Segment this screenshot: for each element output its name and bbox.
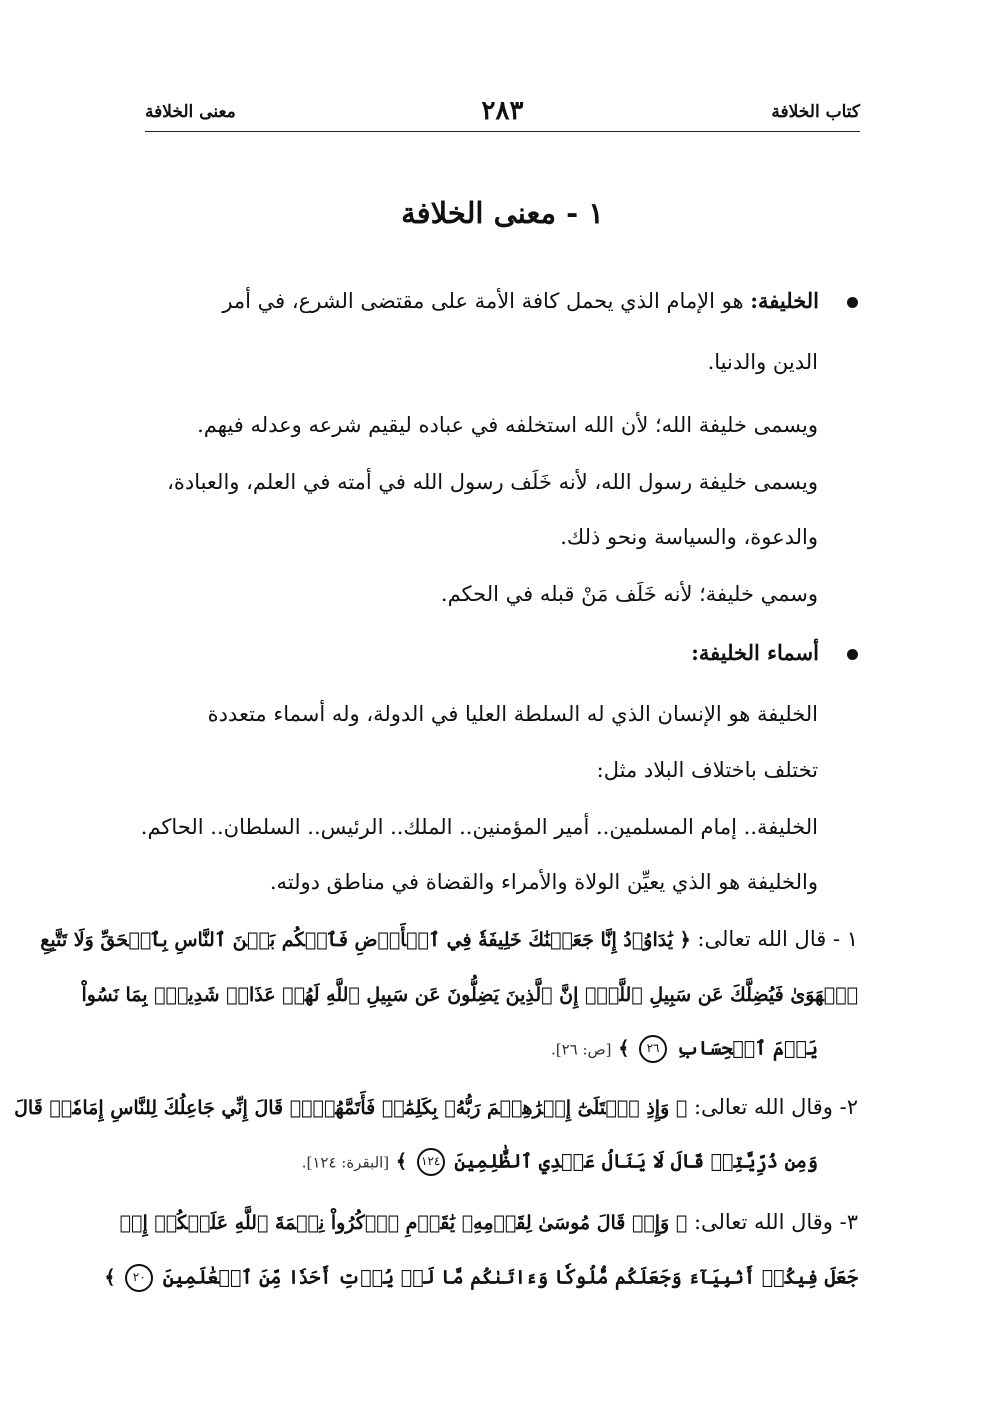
verse-1-text-3: يَوۡمَ ٱلۡحِسَابِ [676, 1037, 818, 1060]
paragraph-1-line-1 [145, 288, 858, 313]
verse-1-text-2: ٱلۡهَوَىٰ فَيُضِلَّكَ عَن سَبِيلِ ٱللَّهِۚ إِنَّ ٱلَّذِينَ يَضِلُّونَ عَن سَبِيلِ ٱللَّهِ لَهُمۡ عَذَابٞ شَدِيدُۢ بِمَا نَسُواْ [81, 984, 858, 1006]
verse-2-line-2 [145, 1148, 818, 1176]
paragraph-3-line-1: ويسمى خليفة رسول الله، لأنه خَلَف رسول الله في أمته في العلم، والعبادة، [167, 470, 818, 494]
verse-3-intro: وقال الله تعالى: [687, 1210, 840, 1234]
verse-3-line-2 [104, 1264, 858, 1292]
section-2-heading [145, 640, 858, 665]
verse-3-number: ٣- [839, 1210, 858, 1234]
paragraph-4: وسمي خليفة؛ لأنه خَلَف مَنْ قبله في الحكم. [440, 582, 818, 606]
header-rule [145, 131, 860, 132]
header-section-title: معنى الخلافة [145, 102, 236, 122]
verse-1-line-3 [145, 1035, 818, 1063]
closing-bracket: ﴾ [104, 1266, 116, 1289]
closing-bracket: ﴾ [395, 1150, 407, 1173]
verse-1-intro: قال الله تعالى: [690, 927, 833, 951]
verse-2-text-1: ﴿ وَإِذِ ٱبۡتَلَىٰٓ إِبۡرَٰهِـۧمَ رَبُّهُۥ بِكَلِمَٰتٖ فَأَتَمَّهُنَّۖ قَالَ إِنِّي جَاعِلُكَ لِلنَّاسِ إِمَامٗاۖ قَالَ [14, 1097, 688, 1119]
paragraph-5-line-2: تختلف باختلاف البلاد مثل: [596, 758, 818, 782]
verse-3-text-1: ﴿ وَإِذۡ قَالَ مُوسَىٰ لِقَوۡمِهِۦ يَٰقَوۡمِ ٱذۡكُرُواْ نِعۡمَةَ ٱللَّهِ عَلَيۡكُمۡ إِذۡ [119, 1212, 688, 1234]
closing-bracket: ﴾ [618, 1037, 630, 1060]
paragraph-2: ويسمى خليفة الله؛ لأن الله استخلفه في عباده ليقيم شرعه وعدله فيهم. [197, 413, 818, 437]
verse-1-number: ١ - [832, 927, 858, 951]
chapter-title: ١ - معنى الخلافة [401, 196, 604, 230]
verse-2-line-1 [14, 1095, 858, 1119]
paragraph-1-line-2: الدين والدنيا. [707, 350, 818, 374]
header-page-number: ٢٨٣ [481, 96, 524, 126]
verse-2-text-2: وَمِن ذُرِّيَّتِيۖ قَالَ لَا يَنَالُ عَهۡدِي ٱلظَّٰلِمِينَ [454, 1150, 818, 1173]
ayah-number-ornament: ١٢٤ [417, 1148, 445, 1176]
section-2-title: أسماء الخليفة: [691, 640, 819, 665]
verse-2-number: ٢- [839, 1095, 858, 1119]
verse-2-intro: وقال الله تعالى: [687, 1095, 840, 1119]
verse-1-line-2 [81, 982, 858, 1006]
verse-1-text-1: ﴿ يَٰدَاوُۥدُ إِنَّا جَعَلۡنَٰكَ خَلِيفَةٗ فِي ٱلۡأَرۡضِ فَٱحۡكُم بَيۡنَ ٱلنَّاسِ بِٱلۡحَقِّ وَلَا تَتَّبِعِ [40, 929, 691, 951]
paragraph-1-text: هو الإمام الذي يحمل كافة الأمة على مقتضى الشرع، في أمر [222, 289, 751, 313]
verse-3-line-1 [119, 1210, 858, 1234]
term-khalifa: الخليفة: [750, 288, 819, 313]
paragraph-7: والخليفة هو الذي يعيِّن الولاة والأمراء والقضاة في مناطق دولته. [269, 870, 818, 894]
ayah-number-ornament: ٢٠ [125, 1264, 153, 1292]
bullet-icon [847, 649, 858, 660]
running-header [145, 96, 860, 132]
verse-2-reference: [البقرة: ١٢٤]. [301, 1153, 390, 1172]
bullet-icon [847, 297, 858, 308]
paragraph-5-line-1: الخليفة هو الإنسان الذي له السلطة العليا في الدولة، وله أسماء متعددة [207, 702, 818, 726]
ayah-number-ornament: ٢٦ [639, 1035, 667, 1063]
paragraph-6: الخليفة.. إمام المسلمين.. أمير المؤمنين.. الملك.. الرئيس.. السلطان.. الحاكم. [140, 815, 818, 839]
verse-1-reference: [ص: ٢٦]. [550, 1040, 612, 1059]
paragraph-3-line-2: والدعوة، والسياسة ونحو ذلك. [560, 525, 818, 549]
verse-1-line-1 [40, 927, 858, 951]
verse-3-text-2: جَعَلَ فِيكُمۡ أَنۢبِيَآءَ وَجَعَلَكُم مُّلُوكٗا وَءَاتَىٰكُم مَّا لَمۡ يُؤۡتِ أَحَدٗا مِّنَ ٱلۡعَٰلَمِينَ [162, 1266, 858, 1289]
header-book-title: كتاب الخلافة [771, 102, 860, 122]
